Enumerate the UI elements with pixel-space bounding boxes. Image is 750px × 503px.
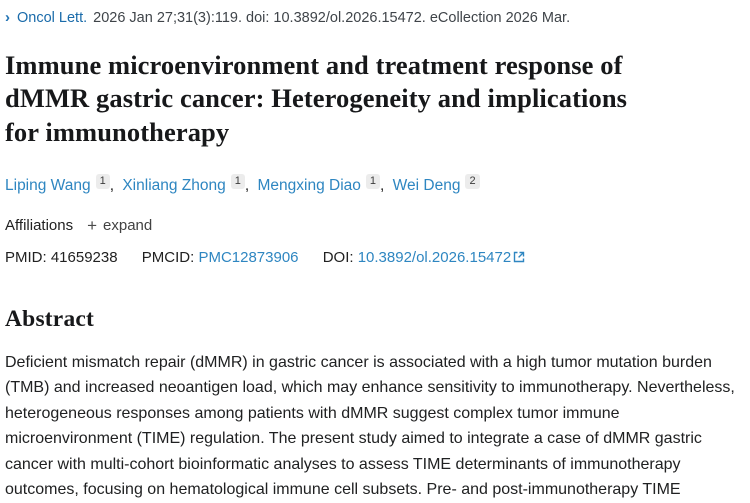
affiliations-expand-button[interactable] (87, 216, 152, 236)
author-link[interactable]: Xinliang Zhong (122, 176, 226, 194)
affiliations-row (5, 216, 745, 236)
expand-label: expand (103, 217, 153, 235)
author-item (122, 174, 253, 194)
pmcid-label: PMCID: (141, 248, 195, 266)
pmcid-link[interactable]: PMC12873906 (198, 248, 299, 266)
author-separator: , (380, 176, 385, 194)
affiliation-sup-badge[interactable]: 1 (231, 174, 245, 189)
chevron-right-icon: › (5, 9, 10, 26)
doi-value: 10.3892/ol.2026.15472 (357, 248, 512, 266)
external-link-icon (513, 251, 525, 263)
affiliation-sup-badge[interactable]: 1 (366, 174, 380, 189)
citation-line (5, 8, 745, 28)
authors-list (5, 174, 745, 195)
identifiers-row (5, 249, 745, 266)
author-link[interactable]: Liping Wang (5, 176, 91, 194)
author-link[interactable]: Wei Deng (392, 176, 461, 194)
plus-icon: + (87, 215, 98, 235)
author-item (392, 174, 484, 194)
author-separator: , (109, 176, 115, 194)
author-item (5, 174, 118, 194)
pmid-value: 41659238 (50, 248, 118, 266)
pmcid-group (142, 249, 303, 266)
affiliations-label: Affiliations (5, 217, 74, 235)
page-title: Immune microenvironment and treatment response of dMMR gastric cancer: Heterogeneity and implications for immunotherapy (5, 49, 628, 147)
journal-link[interactable]: Oncol Lett. (17, 10, 88, 26)
pmid-group (5, 249, 122, 266)
doi-link[interactable] (358, 249, 525, 266)
affiliation-sup-badge[interactable]: 2 (465, 174, 479, 189)
doi-group (323, 249, 526, 266)
pmid-label: PMID: (5, 248, 47, 266)
abstract-heading: Abstract (5, 305, 95, 332)
author-item (257, 174, 389, 194)
affiliation-sup-badge[interactable]: 1 (96, 174, 110, 189)
citation-details: 2026 Jan 27;31(3):119. doi: 10.3892/ol.2026.15472. eCollection 2026 Mar. (93, 10, 571, 26)
author-link[interactable]: Mengxing Diao (257, 176, 361, 194)
author-separator: , (244, 176, 250, 194)
abstract-text: Deficient mismatch repair (dMMR) in gastric cancer is associated with a high tumor mutation burden (TMB) and increased neoantigen load, which may enhance sensitivity to immunotherapy. Nevertheless, heterogeneous responses among patients with dMMR suggest complex tumor immune microenvironment (TIME) regulation. The present study aimed to integrate a case of dMMR gastric cancer with multi-cohort bioinformatic analyses to assess TIME determinants of immunotherapy outcomes, focusing on hematological immune cell subsets. Pre- and post-immunotherapy TIME (5, 353, 735, 499)
doi-label: DOI: (322, 248, 354, 266)
